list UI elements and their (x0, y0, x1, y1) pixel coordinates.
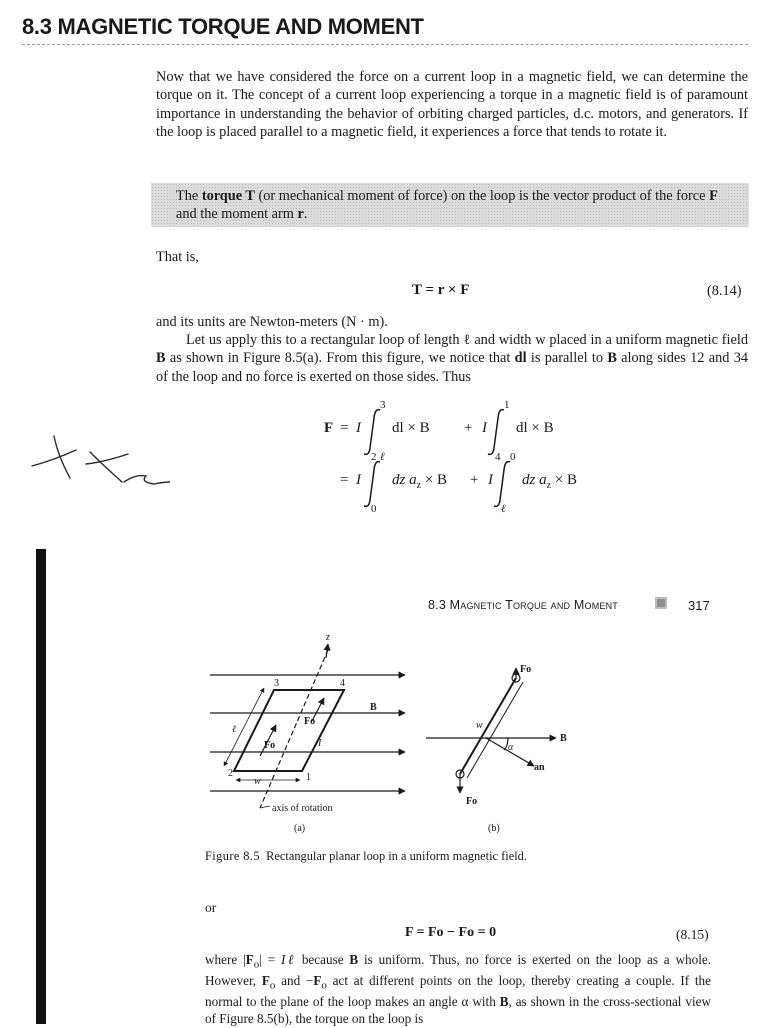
eq1-upper1: 3 (380, 399, 386, 411)
net-force-equation: F = Fo − Fo = 0 (405, 925, 497, 940)
svg-text:(a): (a) (294, 823, 306, 834)
svg-text:(b): (b) (488, 823, 500, 834)
svg-text:Fo: Fo (520, 664, 532, 675)
page-ornament-icon (654, 596, 668, 610)
heading-rule (22, 44, 748, 45)
page-number: 317 (688, 598, 710, 613)
svg-text:I: I (488, 472, 493, 488)
handwritten-marks (24, 426, 170, 498)
svg-text:=: = (340, 420, 349, 436)
integral-sign (364, 462, 380, 507)
svg-text:1: 1 (306, 772, 311, 783)
eq2-term2: dz $a_z \times B$ (522, 472, 578, 491)
intro-paragraph: Now that we have considered the force on a current loop in a magnetic field, we can determine the torque on it. The concept of a current loop experiencing a torque in a magnetic field is of paramount importance in understanding the behavior of orbiting charged particles, d.c. motors, and generators. If the loop is placed parallel to a magnetic field, it experiences a force that tends to rotate it. (156, 69, 748, 141)
eq2-lower1: 0 (371, 503, 377, 515)
svg-text:3: 3 (274, 678, 279, 689)
svg-text:2: 2 (228, 768, 233, 779)
eq1-upper2: 1 (504, 399, 510, 411)
eq1-lower2: 4 (495, 451, 501, 463)
force-integral-equations (300, 388, 600, 518)
integral-sign (488, 410, 504, 455)
svg-text:ℓ: ℓ (232, 724, 237, 735)
eq1-lhs: F (324, 420, 334, 436)
svg-text:w: w (254, 776, 261, 787)
or-text: or (205, 900, 217, 915)
torque-equation: T = r × F (412, 282, 470, 298)
eq1-lower1: 2 (371, 451, 377, 463)
svg-text:I: I (356, 472, 361, 488)
svg-text:B: B (370, 702, 377, 713)
eq2-upper1: ℓ (380, 451, 385, 463)
scan-edge-bar (36, 549, 46, 1024)
svg-text:I: I (318, 738, 322, 749)
figure-caption: Figure 8.5 Rectangular planar loop in a uniform magnetic field. (205, 849, 527, 863)
callout-text: The torque T (or mechanical moment of force) on the loop is the vector product of the force F and the moment arm r. (176, 188, 718, 223)
svg-text:α: α (508, 742, 514, 753)
equation-number-8-14: (8.14) (707, 283, 742, 299)
loop-paragraph: Let us apply this to a rectangular loop of length ℓ and width w placed in a uniform magnetic field B as shown in Figure 8.5(a). From this figure, we notice that dl is parallel to B along sides 12 and 34 of the loop and no force is exerted on those sides. Thus (156, 332, 748, 385)
eq2-term1: dz $a_z \times B$ (392, 472, 448, 491)
svg-text:B: B (560, 733, 567, 744)
eq2-upper2: 0 (510, 451, 516, 463)
svg-text:+: + (470, 472, 479, 488)
eq2-lower2: ℓ (501, 503, 506, 515)
svg-text:=: = (340, 472, 349, 488)
svg-text:Fo: Fo (264, 740, 276, 751)
definition-callout (151, 183, 749, 227)
that-is-text: That is, (156, 249, 199, 265)
svg-text:I: I (482, 420, 487, 436)
integral-sign (494, 462, 510, 507)
couple-paragraph: where $|F_o|$ = Iℓ because B is uniform. Thus, no force is exerted on the loop as a whole. However, $F_o$ and $-F_o$ act at different points on the loop, thereby creating a couple. If the normal to the plane of the loop makes an angle α with B, as shown in the cross-sectional view of Figure 8.5(b), the torque on the loop is (205, 952, 712, 1027)
svg-text:z: z (326, 632, 330, 643)
section-heading: 8.3 MAGNETIC TORQUE AND MOMENT (22, 14, 424, 39)
figure-b-cross-section (426, 668, 556, 793)
eq1-term2: dl × B (516, 420, 554, 436)
eq1-current: I (356, 420, 361, 436)
eq1-term1: dl × B (392, 420, 430, 436)
figure-8-5 (190, 628, 610, 848)
ink-stroke (32, 436, 170, 484)
svg-text:4: 4 (340, 678, 345, 689)
equation-number-8-15: (8.15) (676, 927, 709, 942)
running-head: 8.3 Magnetic Torque and Moment (428, 598, 619, 612)
svg-text:Fo: Fo (304, 716, 316, 727)
svg-text:an: an (534, 762, 545, 773)
eq1-plus: + (464, 420, 473, 436)
units-paragraph: and its units are Newton-meters (N · m). (156, 314, 388, 330)
integral-sign (364, 410, 380, 455)
svg-text:axis of rotation: axis of rotation (272, 803, 333, 814)
svg-text:w: w (476, 720, 483, 731)
svg-text:Fo: Fo (466, 796, 478, 807)
